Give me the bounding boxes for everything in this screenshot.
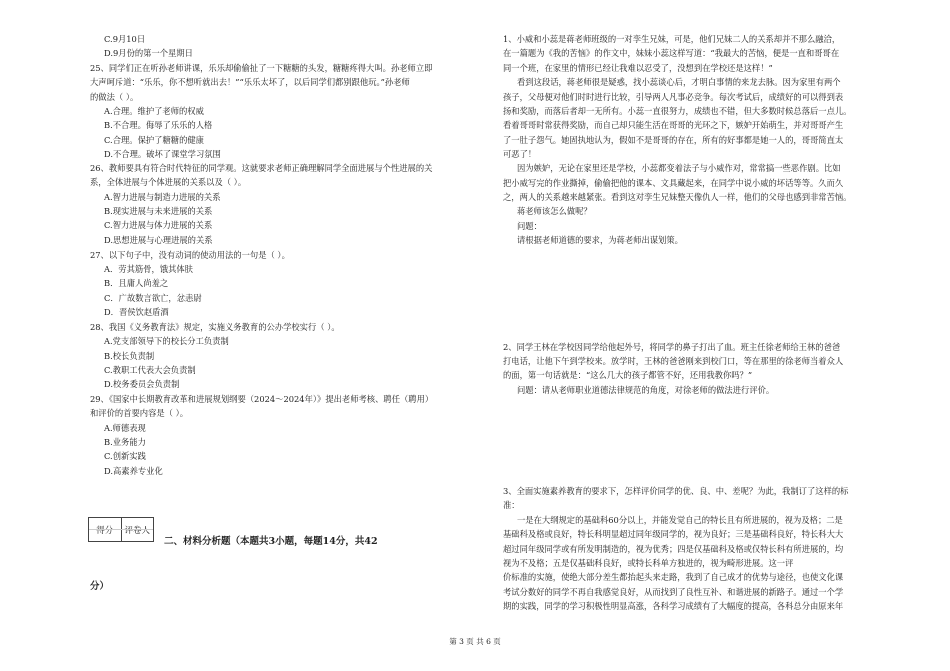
score-label: 得分 (89, 518, 122, 541)
left-text-line: 29、《国家中长期教育改革和进展规划纲要（2024～2024年）》提出老师考核、聘任（聘用） (90, 394, 434, 404)
right-text-line: 因为嫉妒，无论在家里还是学校，小蕊都变着法子与小威作对，常常搞一些恶作剧。比如 (517, 163, 841, 173)
page-footer: 第 3 页 共 6 页 (449, 637, 501, 646)
left-text-line: C.9月10日 (104, 34, 146, 44)
left-text-line: B.现实进展与未来进展的关系 (104, 206, 213, 216)
left-text-line: 大声呵斥道：“乐乐，你不想听就出去！”“乐乐太坏了，以后同学们都别跟他玩。”孙老师 (90, 77, 410, 87)
right-text-line: 一是在大纲规定的基础科60分以上，并能发觉自己的特长且有所进展的，视为及格；二是 (517, 515, 843, 525)
right-text-line: 问题： (517, 221, 542, 231)
right-text-line: 同一个班，在家里的情形已经让我难以忍受了，没想到在学校还是这样！” (503, 63, 773, 73)
left-text-line: D.高素养专业化 (104, 466, 163, 476)
right-text-line: 在一篇题为《我的苦恼》的作文中，妹妹小蕊这样写道：“我最大的苦恼，便是一直和哥哥在 (503, 48, 840, 58)
left-text-line: A.党支部领导下的校长分工负责制 (104, 336, 229, 346)
right-text-line: 的面，第一句话就是：“这么几大的孩子都管不好，还用我教你吗？” (503, 370, 753, 380)
score-box (88, 517, 154, 542)
left-text-line: A.智力进展与制造力进展的关系 (104, 192, 221, 202)
right-text-line: 之，两人的关系越来越紧张。看到这对孪生兄妹整天像仇人一样，他们的父母也感到非常苦恼。 (503, 192, 852, 202)
left-text-line: 27、以下句子中，没有动词的使动用法的一句是（ ）。 (90, 250, 290, 260)
left-text-line: B.校长负责制 (104, 351, 155, 361)
right-text-line: 价标准的实施，使绝大部分差生都抬起头来走路，我到了自己成才的优势与途径，也使文化课 (503, 572, 844, 582)
right-text-line: 打电话，让他下午到学校来。放学时，王林的爸爸刚来到校门口，等在那里的徐老师当着众人 (503, 356, 844, 366)
left-text-line: 28、我国《义务教育法》规定，实施义务教育的公办学校实行（ ）。 (90, 322, 340, 332)
left-text-line: D.思想进展与心理进展的关系 (104, 235, 213, 245)
left-text-line: 系，全体进展与个体进展的关系以及（ ）。 (90, 177, 247, 187)
left-text-line: 和评价的首要内容是（ ）。 (90, 408, 189, 418)
right-text-line: 看着哥哥时常获得奖励，而自己却只能生活在哥哥的光环之下，嫉妒开始萌生，并对哥哥产生 (503, 120, 844, 130)
left-text-line: A．劳其筋骨，饿其体肤 (104, 264, 193, 274)
right-text-line: 可恶了！ (503, 149, 537, 159)
section-title: 二、材料分析题（本题共3小题，每题14分，共42 (164, 536, 378, 547)
left-text-line: B．且庸人尚羞之 (104, 278, 169, 288)
right-text-line: 孩子，父母便对他们时时进行比较，引导两人凡事必竞争。每次考试后，成绩好的可以得到表 (503, 92, 844, 102)
left-text-line: B.业务能力 (104, 437, 146, 447)
right-text-line: 视为不及格；五是仅基础科良好，或特长科单方独进的，视为畸形进展。这一评 (503, 558, 794, 568)
right-text-line: 请根据老师道德的要求，为蒋老师出谋划策。 (517, 235, 683, 245)
left-text-line: C.智力进展与体力进展的关系 (104, 220, 213, 230)
reviewer-label: 评卷人 (124, 525, 150, 536)
left-text-line: D.不合理。破坏了课堂学习氛围 (104, 149, 221, 159)
left-text-line: D.9月份的第一个星期日 (104, 48, 193, 58)
right-text-line: 2、同学王林在学校因同学给他起外号，将同学的鼻子打出了血。班主任徐老师给王林的爸爸 (503, 342, 841, 352)
section-title-cont: 分） (90, 581, 110, 592)
left-text-line: 26、教师要具有符合时代特征的同学观。这就要求老师正确理解同学全面进展与个性进展的关 (90, 163, 433, 173)
right-text-line: 考试分数好的同学不再自我感觉良好，从而找到了良性互补、和谐进展的新路子。通过一个学 (503, 587, 844, 597)
left-text-line: D.校务委员会负责制 (104, 379, 180, 389)
right-text-line: 1、小威和小蕊是蒋老师班级的一对孪生兄妹，可是，他们兄妹二人的关系却并不那么融洽， (503, 34, 841, 44)
right-text-line: 3、全面实施素养教育的要求下，怎样评价同学的优、良、中、差呢？为此，我制订了这样的标 (503, 486, 849, 496)
right-text-line: 扬和奖励，而落后者却一无所有。小蕊一直很努力，成绩也不错，但大多数时候总落后一点儿。 (503, 106, 852, 116)
right-text-line: 把小威写完的作业撕掉，偷偷把他的课本、文具藏起来，在同学中说小威的坏话等等。久而久 (503, 178, 844, 188)
left-text-line: 25、同学们正在听孙老师讲课，乐乐却偷偷扯了一下糖糖的头发，糖糖疼得大叫。孙老师立即 (90, 63, 433, 73)
right-text-line: 了一肚子怨气。她固执地认为，假如不是哥哥的存在，所有的好事都是她一人的，哥哥简直太 (503, 135, 844, 145)
left-text-line: A.合理。维护了老师的权威 (104, 106, 204, 116)
left-text-line: C.创新实践 (104, 451, 146, 461)
right-text-line: 问题：请从老师职业道德法律规范的角度，对徐老师的做法进行评价。 (517, 385, 775, 395)
left-text-line: C．广故数言欲亡，忿恚尉 (104, 293, 202, 303)
left-text-line: B.不合理。侮辱了乐乐的人格 (104, 120, 213, 130)
right-text-line: 蒋老师该怎么做呢？ (517, 206, 592, 216)
right-text-line: 看到这段话，蒋老师很是疑惑，找小蕊谈心后，才明白事情的来龙去脉。因为家里有两个 (517, 77, 841, 87)
right-text-line: 基础科及格或良好，特长科明显超过同年级同学的，视为良好；三是基础科良好，特长科大大 (503, 529, 844, 539)
left-text-line: 的做法（ ）。 (90, 92, 139, 102)
left-text-line: A.师德表现 (104, 423, 146, 433)
left-text-line: C.合理。保护了糖糖的健康 (104, 135, 204, 145)
right-text-line: 超过同年级同学或有所发明制造的，视为优秀；四是仅基础科及格或仅特长科有所进展的，均 (503, 544, 844, 554)
right-text-line: 准： (503, 500, 520, 510)
right-text-line: 期的实践，同学的学习积极性明显高涨，各科学习成绩有了大幅度的提高，各科总分由原来年 (503, 601, 844, 611)
left-text-line: D．晋侯饮赵盾酒 (104, 307, 169, 317)
left-text-line: C.教职工代表大会负责制 (104, 365, 196, 375)
